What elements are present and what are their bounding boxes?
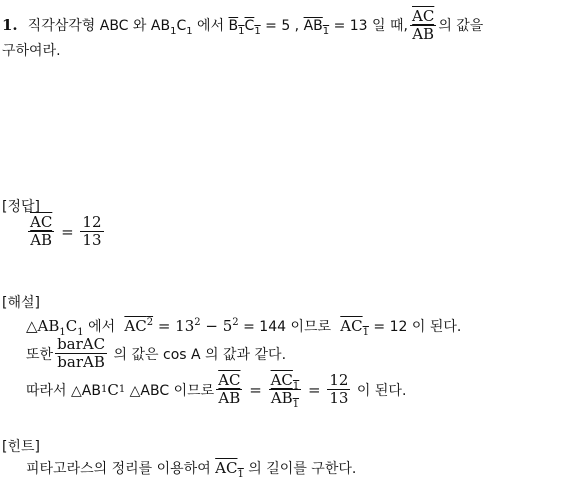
explanation-line-2: 또한 $\frac{\text{barAC}}{\text{barAB}}$ 의 값은 cos A 의 값과 같다.: [26, 335, 287, 371]
problem-line-2: 구하여라.: [2, 43, 61, 59]
problem-line-1: [2, 8, 483, 42]
answer-header: [정답]: [2, 199, 40, 215]
explanation-line-3: 따라서 △AB 1 C 1 △ABC 이므로 $\frac{\overline{AC}}{AB}$ = $\frac{AC_1}{AB_1}$ = $\frac{12}{13}$ 이 된다.: [26, 371, 407, 410]
explanation-header: [해설]: [2, 295, 40, 311]
problem-text: 직각삼각형 ABC 와 $AB_1C_1$ 에서 $B_1C_1 = 5$ , $AB_1 = 13$ 일 때,: [27, 18, 408, 37]
answer-formula: $\frac{\overline{AC}}{AB}$ = $\frac{12}{13}$: [30, 213, 102, 249]
problem-text-tail: 의 값을: [438, 18, 484, 34]
problem-number: 1.: [2, 16, 18, 34]
hint-text: 피타고라스의 정리를 이용하여 $AC_1$ 의 길이를 구한다.: [26, 459, 357, 480]
problem-fraction: $\frac{\overline{AC}}{AB}$: [412, 6, 435, 43]
explanation-line-1: $\triangle AB_1C_1$ 에서 $AC^2 = 13^2 - 5^2 = 144$ 이므로 $AC_1 = 12$ 이 된다.: [26, 317, 462, 338]
hint-header: [힌트]: [2, 439, 40, 455]
